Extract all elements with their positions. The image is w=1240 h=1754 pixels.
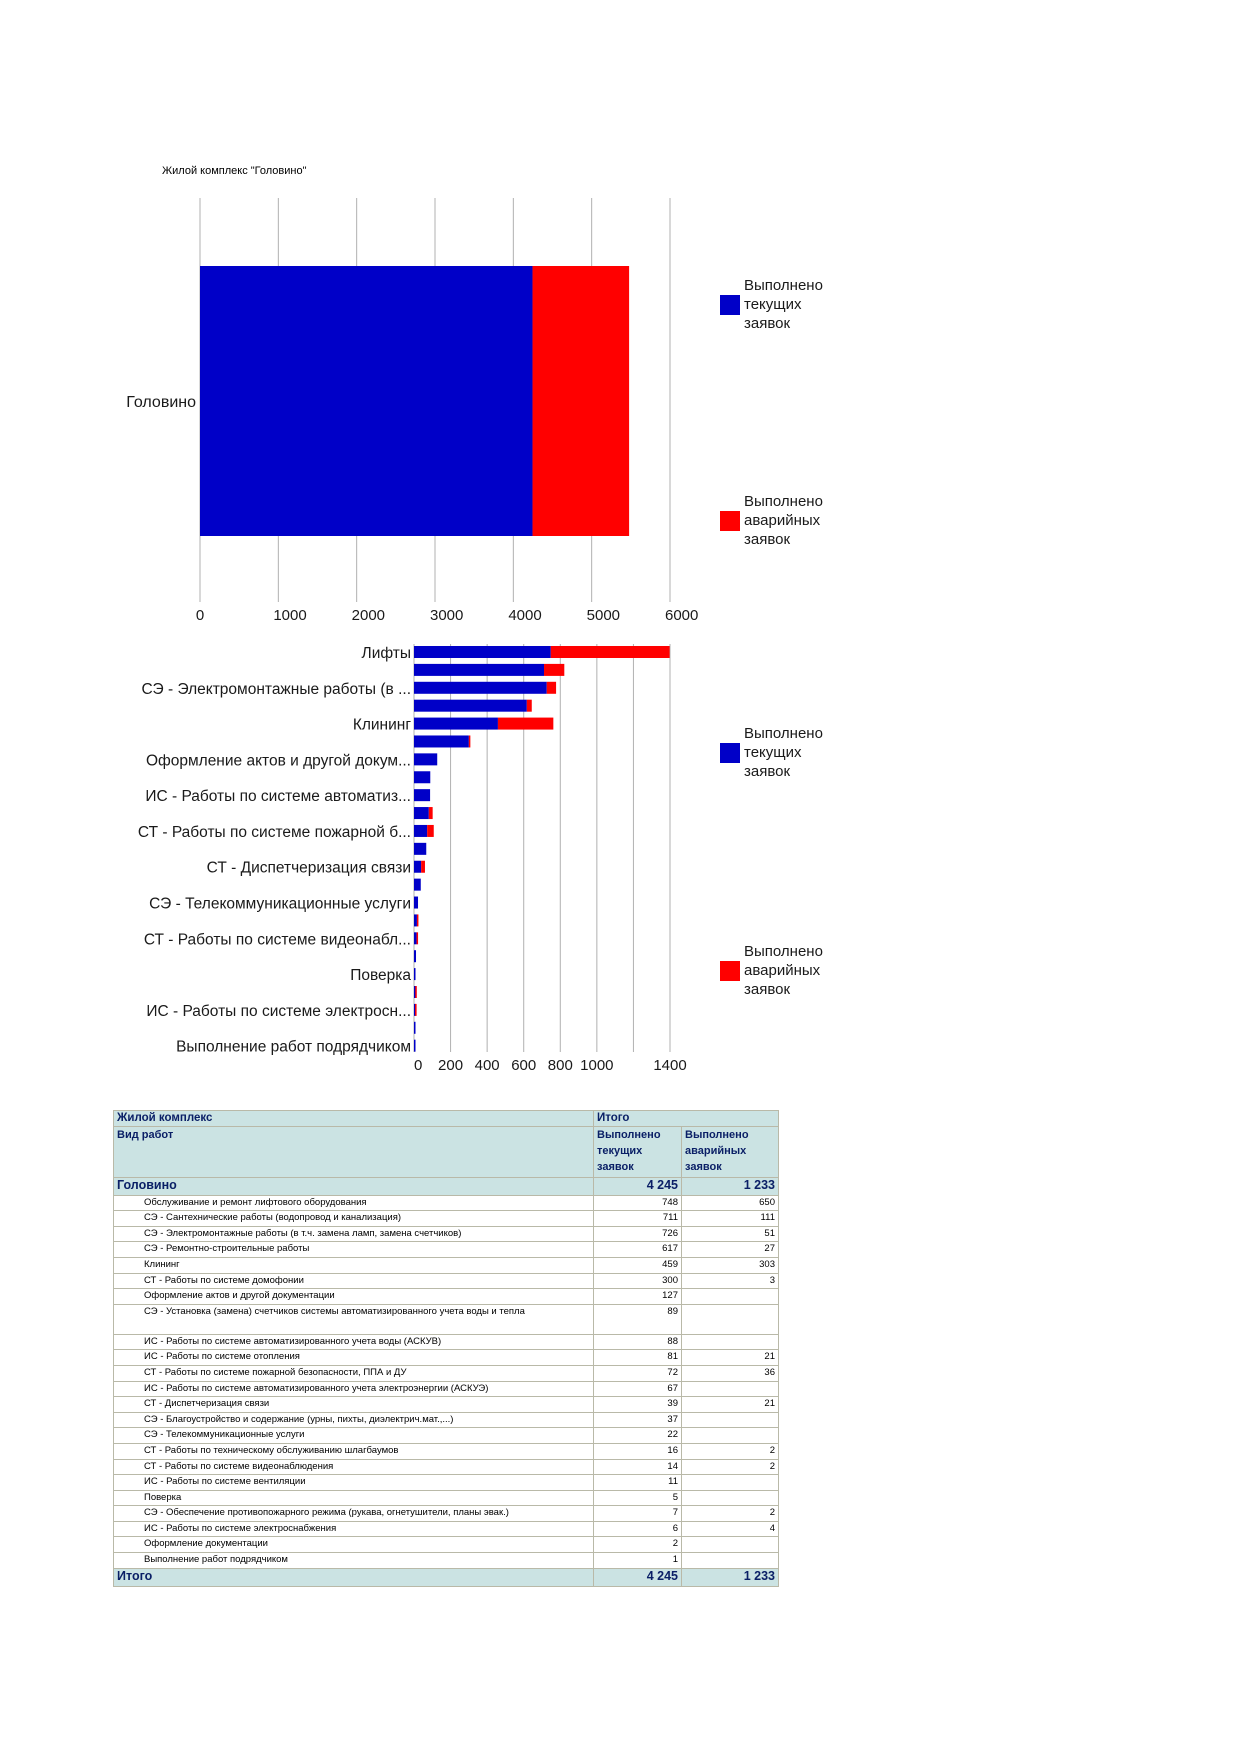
- chart2-x-tick-label: 1400: [653, 1057, 687, 1074]
- row-current: 1: [594, 1553, 682, 1569]
- row-emergency: 21: [682, 1397, 779, 1413]
- row-current: 16: [594, 1443, 682, 1459]
- chart1-x-tick-label: 1000: [273, 607, 307, 624]
- row-current: 127: [594, 1289, 682, 1305]
- row-work-type: СЭ - Установка (замена) счетчиков системы автоматизированного учета воды и тепла: [114, 1304, 594, 1334]
- row-work-type: ИС - Работы по системе автоматизированного учета воды (АСКУВ): [114, 1334, 594, 1350]
- row-work-type: СЭ - Электромонтажные работы (в т.ч. замена ламп, замена счетчиков): [114, 1226, 594, 1242]
- row-work-type: ИС - Работы по системе вентиляции: [114, 1475, 594, 1491]
- row-current: 711: [594, 1211, 682, 1227]
- table-row: [114, 1428, 779, 1444]
- row-work-type: СЭ - Телекоммуникационные услуги: [114, 1428, 594, 1444]
- chart2-bar-segment-current: [414, 646, 551, 658]
- chart2-bar-segment-current: [414, 807, 429, 819]
- table-row: [114, 1537, 779, 1553]
- chart2-bar-segment-current: [414, 789, 430, 801]
- chart2-bar-segment-emergency: [544, 664, 564, 676]
- chart2-category-label: Оформление актов и другой докум...: [145, 752, 411, 770]
- legend-label-current: Выполнено текущих заявок: [744, 725, 823, 776]
- legend-swatch-emergency: [720, 961, 740, 981]
- chart2-x-tick-label: 400: [474, 1057, 500, 1074]
- chart2-x-tick-label: 1000: [580, 1057, 614, 1074]
- header-emergency: Выполнено аварийных заявок: [682, 1126, 779, 1177]
- page-caption: Жилой комплекс "Головино": [162, 165, 307, 177]
- row-work-type: СЭ - Благоустройство и содержание (урны, пихты, диэлектрич.мат.,...): [114, 1412, 594, 1428]
- chart2-bar-segment-current: [414, 718, 498, 730]
- row-work-type: ИС - Работы по системе отопления: [114, 1350, 594, 1366]
- chart2-bar-segment-current: [414, 932, 417, 944]
- table-row: [114, 1506, 779, 1522]
- table-total-row: [114, 1568, 779, 1586]
- chart1-x-tick-label: 4000: [508, 607, 542, 624]
- table-body: [114, 1195, 779, 1568]
- chart2-bar-segment-emergency: [427, 825, 434, 837]
- table-row: [114, 1350, 779, 1366]
- chart1-category-label: Головино: [126, 394, 196, 411]
- table-row: [114, 1490, 779, 1506]
- row-emergency: [682, 1553, 779, 1569]
- chart2-category-label: Лифты: [361, 645, 411, 662]
- table-row: [114, 1289, 779, 1305]
- row-emergency: 3: [682, 1273, 779, 1289]
- row-current: 5: [594, 1490, 682, 1506]
- table-row: [114, 1195, 779, 1211]
- chart2-bar-segment-current: [414, 664, 544, 676]
- chart2-category-label: СЭ - Электромонтажные работы (в ...: [141, 680, 411, 698]
- chart2-bar-segment-emergency: [547, 682, 556, 694]
- table-row: [114, 1443, 779, 1459]
- legend-swatch-current: [720, 295, 740, 315]
- row-emergency: 21: [682, 1350, 779, 1366]
- header-current: Выполнено текущих заявок: [594, 1126, 682, 1177]
- row-current: 37: [594, 1412, 682, 1428]
- row-emergency: [682, 1381, 779, 1397]
- table-subheader-row: [114, 1126, 779, 1177]
- row-work-type: Оформление актов и другой документации: [114, 1289, 594, 1305]
- chart1-x-tick-label: 3000: [430, 607, 464, 624]
- row-emergency: 2: [682, 1443, 779, 1459]
- chart2-bar-segment-current: [414, 986, 416, 998]
- row-work-type: Оформление документации: [114, 1537, 594, 1553]
- row-emergency: [682, 1428, 779, 1444]
- chart1-x-tick-label: 0: [195, 607, 205, 624]
- row-work-type: СЭ - Сантехнические работы (водопровод и канализация): [114, 1211, 594, 1227]
- chart2-category-label: ИС - Работы по системе электросн...: [146, 1002, 411, 1020]
- legend-label-emergency: Выполнено аварийных заявок: [744, 943, 823, 998]
- chart1-x-tick-label: 2000: [351, 607, 386, 624]
- row-emergency: 27: [682, 1242, 779, 1258]
- chart2-bar-segment-current: [414, 968, 416, 980]
- table-row: [114, 1257, 779, 1273]
- chart2-bar-segment-current: [414, 914, 417, 926]
- legend-swatch-current: [720, 743, 740, 763]
- row-work-type: СТ - Работы по техническому обслуживанию шлагбаумов: [114, 1443, 594, 1459]
- header-total: Итого: [594, 1111, 779, 1127]
- header-work-type: Вид работ: [114, 1126, 594, 1177]
- group-emergency: 1 233: [682, 1177, 779, 1195]
- chart2-bar-segment-emergency: [417, 914, 419, 926]
- row-work-type: ИС - Работы по системе автоматизированного учета электроэнергии (АСКУЭ): [114, 1381, 594, 1397]
- chart2-bar-segment-emergency: [429, 807, 433, 819]
- chart2-bar-segment-current: [414, 861, 421, 873]
- table-row: [114, 1412, 779, 1428]
- row-emergency: [682, 1490, 779, 1506]
- table-row: [114, 1397, 779, 1413]
- table-row: [114, 1553, 779, 1569]
- table-row: [114, 1475, 779, 1491]
- row-work-type: СТ - Диспетчеризация связи: [114, 1397, 594, 1413]
- row-emergency: [682, 1412, 779, 1428]
- chart2-bar-segment-emergency: [415, 986, 417, 998]
- row-emergency: 650: [682, 1195, 779, 1211]
- row-current: 7: [594, 1506, 682, 1522]
- chart2-bar-segment-current: [414, 879, 421, 891]
- chart2-category-label: Выполнение работ подрядчиком: [176, 1038, 411, 1056]
- row-current: 748: [594, 1195, 682, 1211]
- row-current: 300: [594, 1273, 682, 1289]
- chart2-bar-segment-current: [414, 735, 469, 747]
- row-current: 14: [594, 1459, 682, 1475]
- chart2-category-label: СТ - Работы по системе пожарной б...: [137, 823, 411, 841]
- chart2-x-tick-label: 800: [547, 1057, 573, 1074]
- row-current: 22: [594, 1428, 682, 1444]
- row-emergency: 51: [682, 1226, 779, 1242]
- row-current: 726: [594, 1226, 682, 1242]
- row-current: 81: [594, 1350, 682, 1366]
- total-emergency: 1 233: [682, 1568, 779, 1586]
- chart2-bar-segment-emergency: [551, 646, 670, 658]
- legend-label-emergency: Выполнено аварийных заявок: [744, 493, 823, 548]
- summary-table: [113, 1110, 779, 1587]
- row-work-type: Выполнение работ подрядчиком: [114, 1553, 594, 1569]
- table-row: [114, 1334, 779, 1350]
- chart2-bar-segment-current: [414, 897, 418, 909]
- chart2-bar-segment-current: [414, 682, 547, 694]
- chart2-category-label: Клининг: [352, 716, 411, 734]
- table-row: [114, 1211, 779, 1227]
- legend-label-current: Выполнено текущих заявок: [744, 277, 823, 332]
- row-current: 39: [594, 1397, 682, 1413]
- chart1-bar-segment-emergency: [533, 266, 630, 536]
- row-emergency: 111: [682, 1211, 779, 1227]
- chart2-category-label: СЭ - Телекоммуникационные услуги: [149, 895, 411, 913]
- chart2-x-tick-label: 0: [414, 1057, 423, 1074]
- chart2-category-label: Поверка: [350, 967, 411, 985]
- chart1-bar-segment-current: [200, 266, 533, 536]
- row-emergency: 303: [682, 1257, 779, 1273]
- row-emergency: 4: [682, 1521, 779, 1537]
- row-work-type: СЭ - Обеспечение противопожарного режима (рукава, огнетушители, планы эвак.): [114, 1506, 594, 1522]
- chart2-category-label: ИС - Работы по системе автоматиз...: [145, 788, 411, 806]
- row-work-type: СТ - Работы по системе видеонаблюдения: [114, 1459, 594, 1475]
- chart2-bar-segment-current: [414, 950, 416, 962]
- table-row: [114, 1242, 779, 1258]
- group-current: 4 245: [594, 1177, 682, 1195]
- chart2-bar-segment-current: [414, 843, 426, 855]
- total-current: 4 245: [594, 1568, 682, 1586]
- row-work-type: СТ - Работы по системе пожарной безопасности, ППА и ДУ: [114, 1365, 594, 1381]
- row-current: 459: [594, 1257, 682, 1273]
- table-row: [114, 1365, 779, 1381]
- chart1-x-tick-label: 6000: [665, 607, 699, 624]
- chart2-bar-segment-emergency: [415, 1004, 417, 1016]
- chart2-bar-segment-emergency: [421, 861, 425, 873]
- legend-swatch-emergency: [720, 511, 740, 531]
- chart2-bar-segment-current: [414, 700, 527, 712]
- total-name: Итого: [114, 1568, 594, 1586]
- legend-item-current: [720, 724, 870, 776]
- chart2-bar-segment-emergency: [498, 718, 553, 730]
- row-current: 67: [594, 1381, 682, 1397]
- row-emergency: [682, 1289, 779, 1305]
- row-work-type: СЭ - Ремонтно-строительные работы: [114, 1242, 594, 1258]
- row-work-type: Поверка: [114, 1490, 594, 1506]
- chart2-bar-segment-current: [414, 825, 427, 837]
- row-work-type: ИС - Работы по системе электроснабжения: [114, 1521, 594, 1537]
- chart2-bar-segment-emergency: [469, 735, 471, 747]
- chart2-bar-segment-emergency: [527, 700, 532, 712]
- row-emergency: 2: [682, 1459, 779, 1475]
- row-emergency: 2: [682, 1506, 779, 1522]
- table-row: [114, 1381, 779, 1397]
- row-current: 72: [594, 1365, 682, 1381]
- chart1-x-tick-label: 5000: [586, 607, 621, 624]
- row-work-type: Клининг: [114, 1257, 594, 1273]
- table-row: [114, 1226, 779, 1242]
- chart2-x-tick-label: 200: [438, 1057, 464, 1074]
- row-current: 6: [594, 1521, 682, 1537]
- table-row: [114, 1521, 779, 1537]
- row-work-type: Обслуживание и ремонт лифтового оборудования: [114, 1195, 594, 1211]
- table-row: [114, 1304, 779, 1334]
- row-emergency: [682, 1304, 779, 1334]
- row-work-type: СТ - Работы по системе домофонии: [114, 1273, 594, 1289]
- header-complex: Жилой комплекс: [114, 1111, 594, 1127]
- row-current: 11: [594, 1475, 682, 1491]
- chart2-bar-segment-emergency: [417, 932, 419, 944]
- group-name: Головино: [114, 1177, 594, 1195]
- row-current: 89: [594, 1304, 682, 1334]
- table-row: [114, 1273, 779, 1289]
- row-emergency: [682, 1334, 779, 1350]
- chart2-category-label: СТ - Диспетчеризация связи: [206, 859, 411, 877]
- table-group-row: [114, 1177, 779, 1195]
- table-row: [114, 1459, 779, 1475]
- row-emergency: 36: [682, 1365, 779, 1381]
- chart2-bar-segment-current: [414, 1022, 416, 1034]
- chart2-bar-segment-current: [414, 753, 437, 765]
- row-current: 2: [594, 1537, 682, 1553]
- chart2-bar-segment-current: [414, 1040, 416, 1052]
- row-emergency: [682, 1475, 779, 1491]
- chart2-bar-segment-current: [414, 771, 430, 783]
- table-header-row: [114, 1111, 779, 1127]
- row-current: 617: [594, 1242, 682, 1258]
- chart2-x-tick-label: 600: [511, 1057, 537, 1074]
- row-emergency: [682, 1537, 779, 1553]
- row-current: 88: [594, 1334, 682, 1350]
- chart2-category-label: СТ - Работы по системе видеонабл...: [143, 931, 411, 949]
